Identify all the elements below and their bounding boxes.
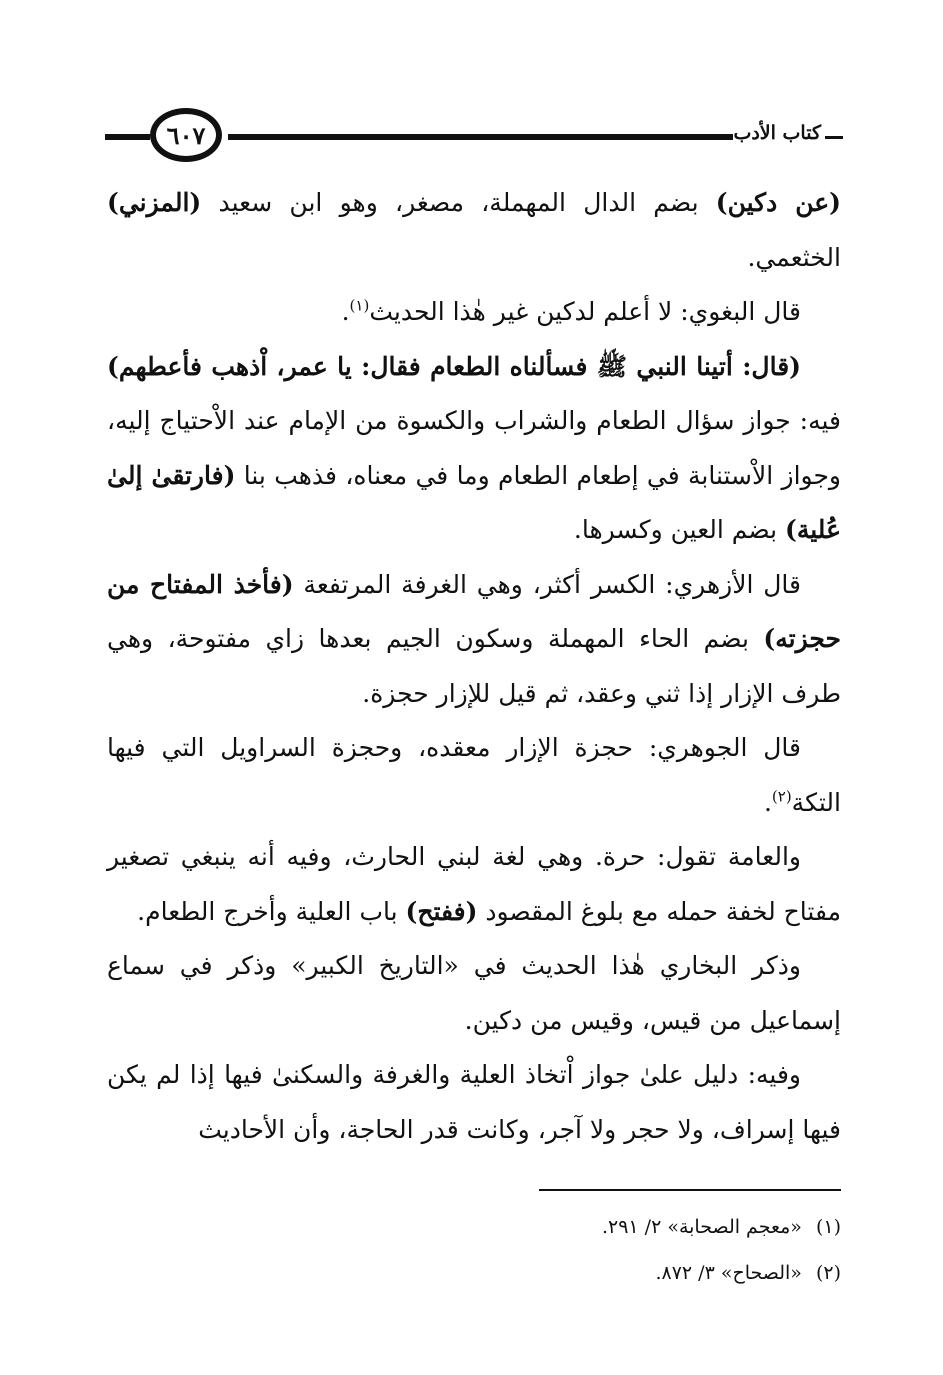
- text-run: قال البغوي: لا أعلم لدكين غير هٰذا الحديث: [369, 297, 801, 326]
- text-run: فيه: جواز سؤال الطعام والشراب والكسوة من الإمام عند الاْحتياج إليه، وجواز الاْستنابة في إطعام الطعام وما في معناه، فذهب بنا: [107, 406, 842, 490]
- paragraph: [107, 558, 841, 722]
- footnote-number: (١): [815, 1216, 841, 1238]
- text-run: باب العلية وأخرج الطعام.: [137, 896, 406, 926]
- text-run: .: [763, 787, 772, 817]
- bold-quote: (فارتقىٰ إلىٰ عُلية): [107, 460, 841, 544]
- footnote: [241, 1204, 841, 1250]
- text-run: بضم الحاء المهملة وسكون الجيم بعدها زاي مفتوحة، وهي طرف الإزار إذا ثني وعقد، ثم قيل للإزار حجزة.: [107, 624, 841, 708]
- footnote-ref[interactable]: (١): [349, 296, 370, 315]
- paragraph: [107, 939, 841, 1048]
- text-run: الخثعمي.: [747, 242, 841, 272]
- header-rule-left: [105, 134, 150, 140]
- footnote-text: «الصحاح» ٣/ ٨٧٢.: [655, 1262, 802, 1284]
- paragraph: [107, 285, 841, 340]
- main-text: [107, 176, 841, 1157]
- page-header: [105, 108, 843, 168]
- paragraph: [107, 830, 841, 939]
- text-run: بضم العين وكسرها.: [573, 515, 786, 544]
- footnote: [241, 1250, 841, 1296]
- footnote-text: «معجم الصحابة» ٢/ ٢٩١.: [601, 1216, 802, 1238]
- running-title: كتاب الأدب: [733, 122, 821, 144]
- footnotes: [241, 1204, 841, 1296]
- paragraph: [107, 1048, 841, 1157]
- text-run: .: [341, 297, 350, 326]
- paragraph: [107, 721, 841, 830]
- header-rule-right: [228, 134, 733, 140]
- bold-quote: (قال: أتينا النبي ﷺ فسألناه الطعام فقال: يا عمر، اْذهب فأعطهم): [107, 351, 801, 381]
- text-run: قال الجوهري: حجزة الإزار معقده، وحجزة السراويل التي فيها التكة: [107, 733, 841, 817]
- footnote-ref[interactable]: (٢): [771, 787, 792, 806]
- text-run: وذكر البخاري هٰذا الحديث في «التاريخ الكبير» وذكر في سماع إسماعيل من قيس، وقيس من دكين.: [107, 951, 841, 1035]
- text-run: والعامة تقول: حرة. وهي لغة لبني الحارث، وفيه أنه ينبغي تصغير مفتاح لخفة حمله مع بلوغ المقصود: [107, 842, 841, 926]
- text-run: قال الأزهري: الكسر أكثر، وهي الغرفة المرتفعة: [293, 569, 801, 599]
- bold-quote: (المزني): [107, 188, 202, 217]
- text-run: وفيه: دليل علىٰ جواز اْتخاذ العلية والغرفة والسكنىٰ فيها إذا لم يكن فيها إسراف، ولا حجر ولا آجر، وكانت قدر الحاجة، وأن الأحاديث: [107, 1060, 841, 1144]
- paragraph: [107, 176, 841, 285]
- paragraph: [107, 340, 841, 558]
- bold-quote: (فأخذ المفتاح من حجزته): [107, 569, 841, 653]
- footnote-number: (٢): [815, 1262, 841, 1284]
- footnote-separator: [539, 1189, 841, 1191]
- text-run: بضم الدال المهملة، مصغر، وهو ابن سعيد: [201, 188, 716, 217]
- header-rule-end: [825, 136, 843, 139]
- bold-quote: (عن دكين): [715, 188, 841, 217]
- bold-quote: (ففتح): [405, 896, 478, 926]
- page-number: ٦٠٧: [150, 108, 222, 162]
